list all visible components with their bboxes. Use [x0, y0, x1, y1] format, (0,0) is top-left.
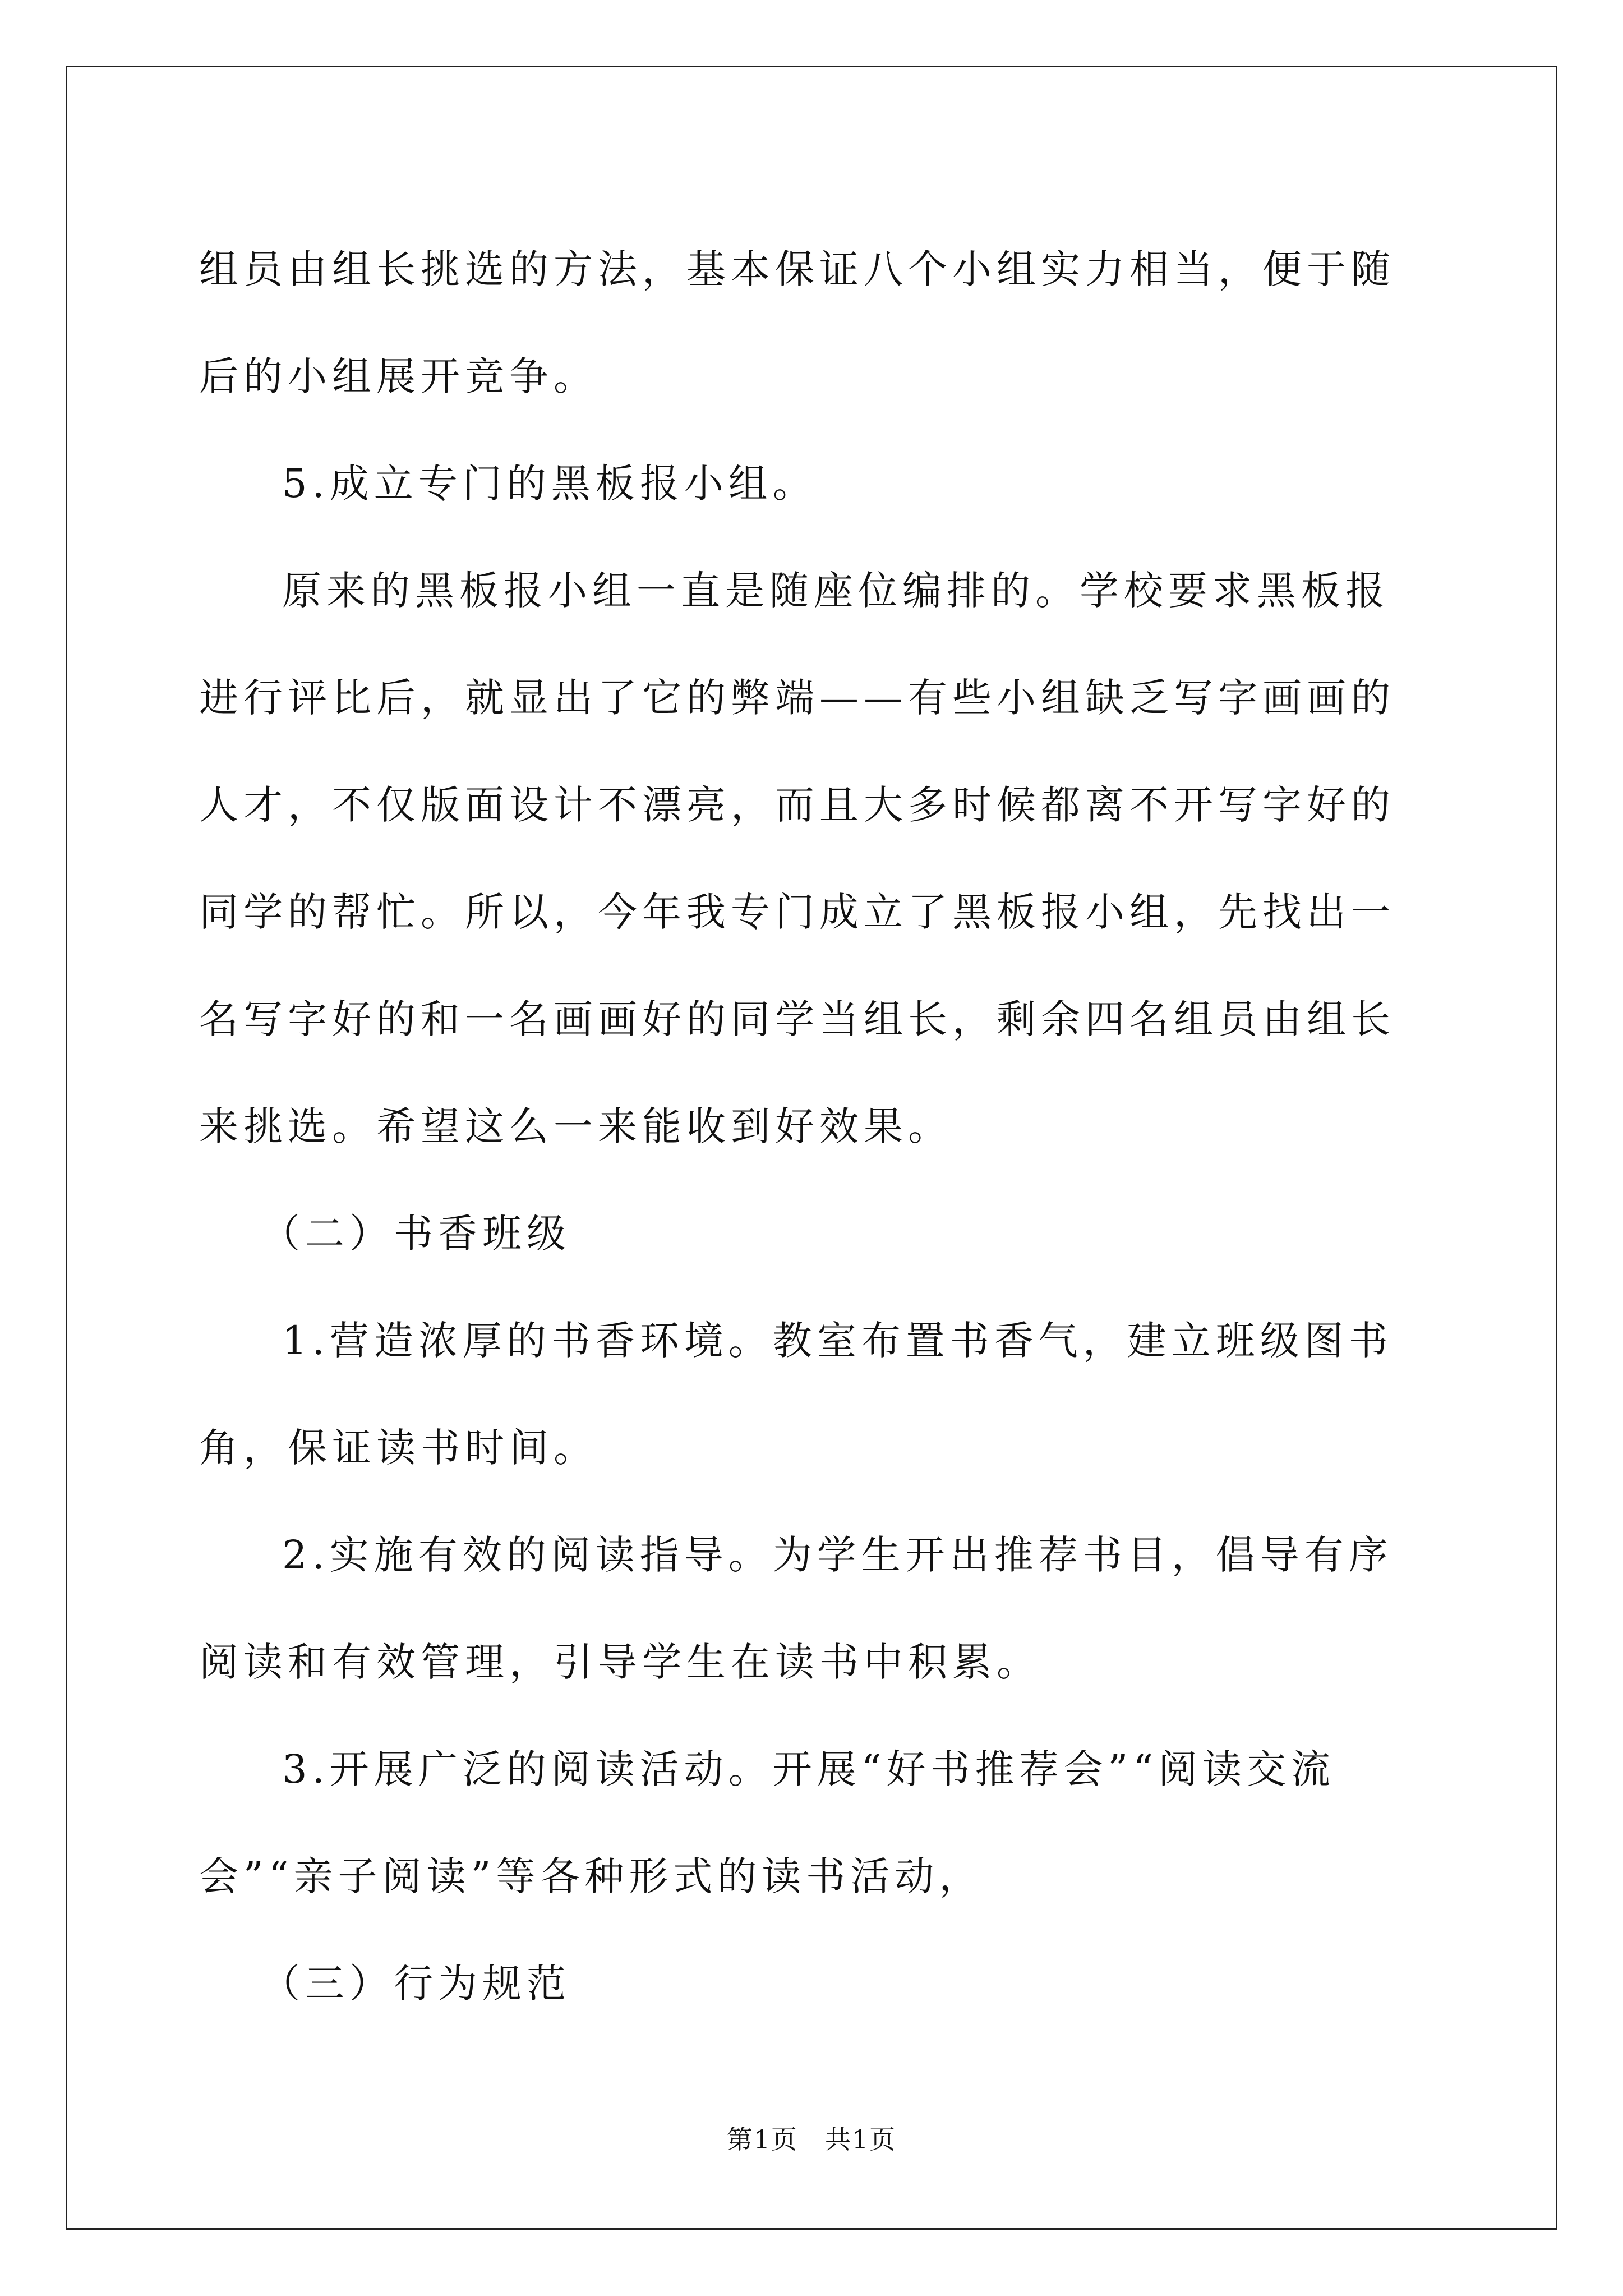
paragraph-item-5: 5.成立专门的黑板报小组。	[282, 461, 817, 507]
paragraph-item-2: 2.实施有效的阅读指导。为学生开出推荐书目，倡导有序阅读和有效管理，引导学生在读书中积累。	[199, 1532, 1393, 1685]
section-heading-3: （三）行为规范	[261, 1961, 571, 2007]
paragraph-continuation: 组员由组长挑选的方法，基本保证八个小组实力相当，便于随后的小组展开竞争。	[199, 246, 1395, 399]
page-footer: 第1页 共1页	[726, 2124, 897, 2155]
paragraph-blackboard: 原来的黑板报小组一直是随座位编排的。学校要求黑板报进行评比后，就显出了它的弊端——有些小组缺乏写字画画的人才，不仅版面设计不漂亮，而且大多时候都离不开写字好的同学的帮忙。所以，今年我专门成立了黑板报小组，先找出一名写字好的和一名画画好的同学当组长，剩余四名组员由组长来挑选。希望这么一来能收到好效果。	[199, 568, 1395, 1149]
paragraph-item-1: 1.营造浓厚的书香环境。教室布置书香气，建立班级图书角，保证读书时间。	[199, 1318, 1393, 1471]
document-body	[199, 216, 1422, 2037]
section-heading-2: （二）书香班级	[261, 1211, 571, 1257]
paragraph-item-3: 3.开展广泛的阅读活动。开展“好书推荐会”“阅读交流会”“亲子阅读”等各种形式的读书活动，	[199, 1746, 1336, 1899]
